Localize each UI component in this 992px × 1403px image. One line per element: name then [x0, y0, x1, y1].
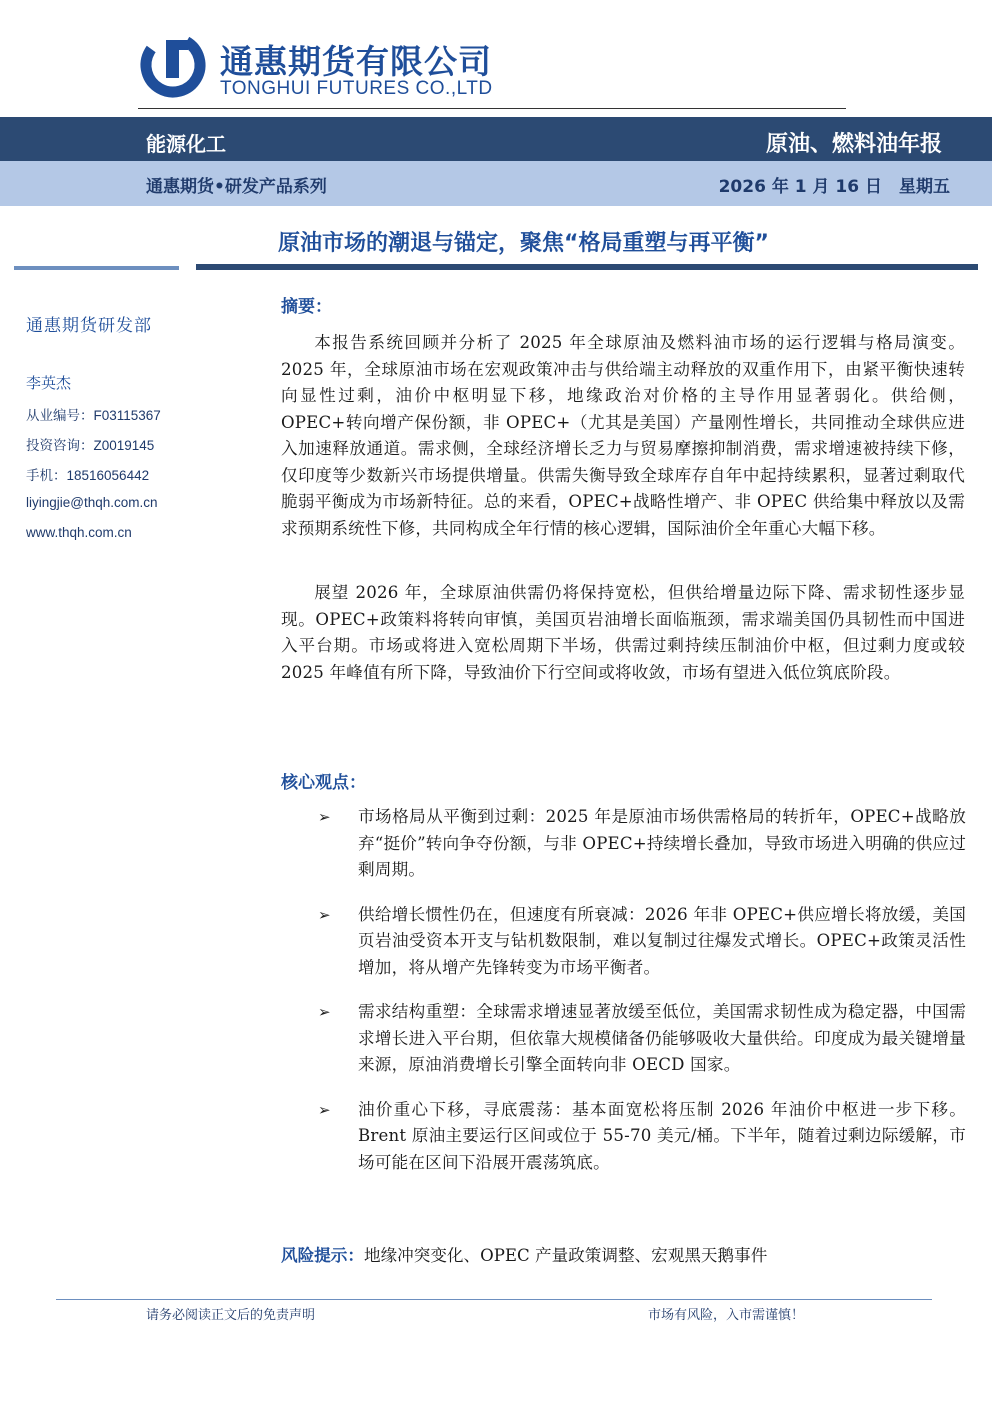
company-logo: [138, 30, 493, 100]
core-views-list: [318, 804, 966, 1194]
tonghui-logo-icon: [138, 30, 208, 100]
analyst-consult-id: 投资咨询：Z0019145: [26, 438, 155, 453]
footer-disclaimer: 请务必阅读正文后的免责声明: [146, 1308, 316, 1323]
footer-divider: [56, 1299, 932, 1300]
company-name-cn: 通惠期货有限公司: [220, 42, 492, 81]
core-view-item: [318, 804, 966, 884]
core-view-item: [318, 999, 966, 1079]
core-view-item: [318, 1097, 966, 1177]
core-view-text: 市场格局从平衡到过剩：2025 年是原油市场供需格局的转折年，OPEC+战略放弃“挺价”转向争夺份额，与非 OPEC+持续增长叠加，导致市场进入明确的供应过剩周期。: [358, 807, 966, 879]
title-rule-left: [14, 266, 179, 270]
arrow-bullet-icon: ➢: [318, 1003, 331, 1021]
report-title: 原油市场的潮退与锚定，聚焦“格局重塑与再平衡”: [278, 231, 769, 256]
core-view-item: [318, 902, 966, 982]
analyst-phone: 手机：18516056442: [26, 468, 150, 483]
outlook-paragraph: 展望 2026 年，全球原油供需仍将保持宽松，但供给增量边际下降、需求韧性逐步显现。OPEC+政策料将转向审慎，美国页岩油增长面临瓶颈，需求端美国仍具韧性而中国进入平台期。市场或将进入宽松周期下半场，供需过剩持续压制油价中枢，但过剩力度或较 2025 年峰值有所下降，导致油价下行空间或将收敛，市场有望进入低位筑底阶段。: [281, 583, 965, 682]
sector-label: 能源化工: [146, 132, 226, 156]
risk-label: 风险提示：: [281, 1246, 364, 1265]
header-divider: [138, 108, 846, 109]
abstract-paragraph: 本报告系统回顾并分析了 2025 年全球原油及燃料油市场的运行逻辑与格局演变。2025 年，全球原油市场在宏观政策冲击与供给端主动释放的双重作用下，由紧平衡快速转向显性过剩，油价中枢明显下移，地缘政治对价格的主导作用显著弱化。供给侧，OPEC+转向增产保份额，非 OPEC+（尤其是美国）产量刚性增长，共同推动全球供应进入加速释放通道。需求侧，全球经济增长乏力与贸易摩擦抑制消费，需求增速被持续下修，仅印度等少数新兴市场提供增量。供需失衡导致全球库存自年中起持续累积，显著过剩取代脆弱平衡成为市场新特征。总的来看，OPEC+战略性增产、非 OPEC 供给集中释放以及需求预期系统性下修，共同构成全年行情的核心逻辑，国际油价全年重心大幅下移。: [281, 333, 965, 538]
core-view-text: 需求结构重塑：全球需求增速显著放缓至低位，美国需求韧性成为稳定器，中国需求增长进入平台期，但依靠大规模储备仍能够吸收大量供给。印度成为最关键增量来源，原油消费增长引擎全面转向非 OECD 国家。: [358, 1002, 966, 1074]
analyst-email[interactable]: liyingjie@thqh.com.cn: [26, 495, 158, 510]
report-date: 2026 年 1 月 16 日 星期五: [718, 177, 950, 197]
risk-text: 地缘冲突变化、OPEC 产量政策调整、宏观黑天鹅事件: [363, 1246, 768, 1265]
company-website[interactable]: www.thqh.com.cn: [26, 525, 132, 540]
research-department: 通惠期货研发部: [26, 316, 152, 336]
core-view-text: 供给增长惯性仍在，但速度有所衰减：2026 年非 OPEC+供应增长将放缓，美国页岩油受资本开支与钻机数限制，难以复制过往爆发式增长。OPEC+政策灵活性增加，将从增产先锋转变为市场平衡者。: [358, 904, 966, 977]
arrow-bullet-icon: ➢: [318, 808, 331, 826]
abstract-heading: 摘要：: [281, 297, 332, 317]
arrow-bullet-icon: ➢: [318, 905, 331, 924]
arrow-bullet-icon: ➢: [318, 1100, 331, 1119]
title-rule-right: [196, 264, 978, 270]
core-view-text: 油价重心下移，寻底震荡：基本面宽松将压制 2026 年油价中枢进一步下移。Brent 原油主要运行区间或位于 55-70 美元/桶。下半年，随着过剩边际缓解，市场可能在区间下沿展开震荡筑底。: [358, 1099, 966, 1172]
core-views-heading: 核心观点：: [281, 773, 366, 793]
product-series: 通惠期货•研发产品系列: [146, 177, 327, 197]
report-type: 原油、燃料油年报: [765, 132, 942, 157]
analyst-license: 从业编号：F03115367: [26, 408, 161, 423]
company-name-en: TONGHUI FUTURES CO.,LTD: [220, 78, 493, 99]
analyst-name: 李英杰: [26, 374, 72, 392]
risk-warning: [281, 1242, 767, 1266]
footer-risk-note: 市场有风险，入市需谨慎！: [648, 1308, 805, 1323]
